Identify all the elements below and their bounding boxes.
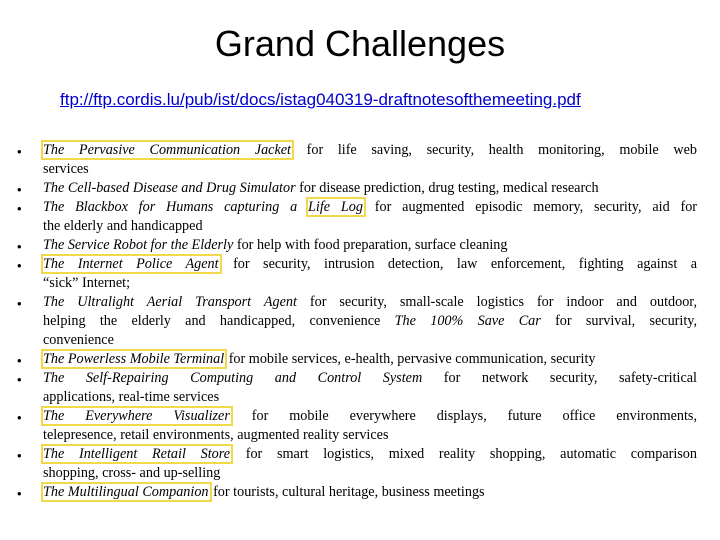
item-description: for augmented episodic memory, security, aid for [374, 199, 698, 215]
bullet: • [17, 239, 22, 254]
bullet: • [17, 353, 22, 368]
bullet: • [17, 448, 22, 463]
item-description: applications, real-time services [43, 389, 220, 405]
list-item-line [43, 483, 697, 501]
list-item-line [43, 179, 697, 197]
item-description: “sick” Internet; [43, 275, 131, 291]
item-description: for smart logistics, mixed reality shopping, automatic comparison [245, 446, 697, 462]
list-item-line [43, 160, 697, 178]
list-item-line [43, 464, 697, 482]
item-description: for life saving, security, health monitoring, mobile web [306, 142, 697, 158]
list-item-line [43, 293, 697, 311]
highlighted-title: The Everywhere Visualizer [41, 406, 233, 426]
list-item-line [43, 255, 697, 273]
item-description: the elderly and handicapped [43, 218, 203, 234]
list-item-line [43, 369, 697, 387]
bullet: • [17, 201, 22, 216]
highlighted-title: The Multilingual Companion [41, 482, 212, 502]
item-description: for mobile everywhere displays, future office environments, [251, 408, 698, 424]
highlighted-title: The Internet Police Agent [41, 254, 222, 274]
slide-title: Grand Challenges [214, 23, 506, 64]
item-description: shopping, cross- and up-selling [43, 465, 221, 481]
bullet: • [17, 410, 22, 425]
list-item-line [43, 141, 697, 159]
bullet: • [17, 144, 22, 159]
list-item-line [43, 236, 697, 254]
bullet: • [17, 296, 22, 311]
item-description: telepresence, retail environments, augmented reality services [43, 427, 389, 443]
bullet: • [17, 258, 22, 273]
item-description: for survival, security, [555, 313, 697, 329]
item-title: The Cell-based Disease and Drug Simulator [43, 180, 296, 196]
list-item-line [43, 217, 697, 235]
highlighted-title: The Intelligent Retail Store [41, 444, 233, 464]
list-item-line [43, 312, 697, 330]
list-item-line [43, 198, 697, 216]
item-description: helping the elderly and handicapped, convenience [43, 313, 381, 329]
list-item-line [43, 388, 697, 406]
item-description: convenience [43, 332, 114, 348]
list-item-line [43, 407, 697, 425]
item-description: for network security, safety-critical [443, 370, 697, 386]
item-description: for help with food preparation, surface cleaning [236, 237, 508, 253]
bullet: • [17, 486, 22, 501]
bullet: • [17, 372, 22, 387]
item-title: The Blackbox for Humans capturing a [43, 199, 298, 215]
item-description: for security, intrusion detection, law enforcement, fighting against a [233, 256, 698, 272]
list-item-line [43, 426, 697, 444]
item-description: services [43, 161, 89, 177]
list-item-line [43, 331, 697, 349]
list-item-line [43, 350, 697, 368]
list-item-line [43, 445, 697, 463]
bullet: • [17, 182, 22, 197]
highlighted-title: Life Log [306, 197, 366, 217]
item-description: for mobile services, e-health, pervasive communication, security [228, 351, 596, 367]
highlighted-title: The Pervasive Communication Jacket [41, 140, 294, 160]
item-title: The Ultralight Aerial Transport Agent [43, 294, 297, 310]
highlighted-title: The Powerless Mobile Terminal [41, 349, 227, 369]
item-title: The 100% Save Car [394, 313, 541, 329]
item-description: for security, small-scale logistics for indoor and outdoor, [309, 294, 697, 310]
list-item-line [43, 274, 697, 292]
item-description: for disease prediction, drug testing, medical research [299, 180, 599, 196]
item-title: The Self-Repairing Computing and Control System [43, 370, 423, 386]
item-description: for tourists, cultural heritage, business meetings [213, 484, 485, 500]
source-link[interactable]: ftp://ftp.cordis.lu/pub/ist/docs/istag040319-draftnotesofthemeeting.pdf [60, 90, 581, 109]
item-title: The Service Robot for the Elderly [43, 237, 234, 253]
